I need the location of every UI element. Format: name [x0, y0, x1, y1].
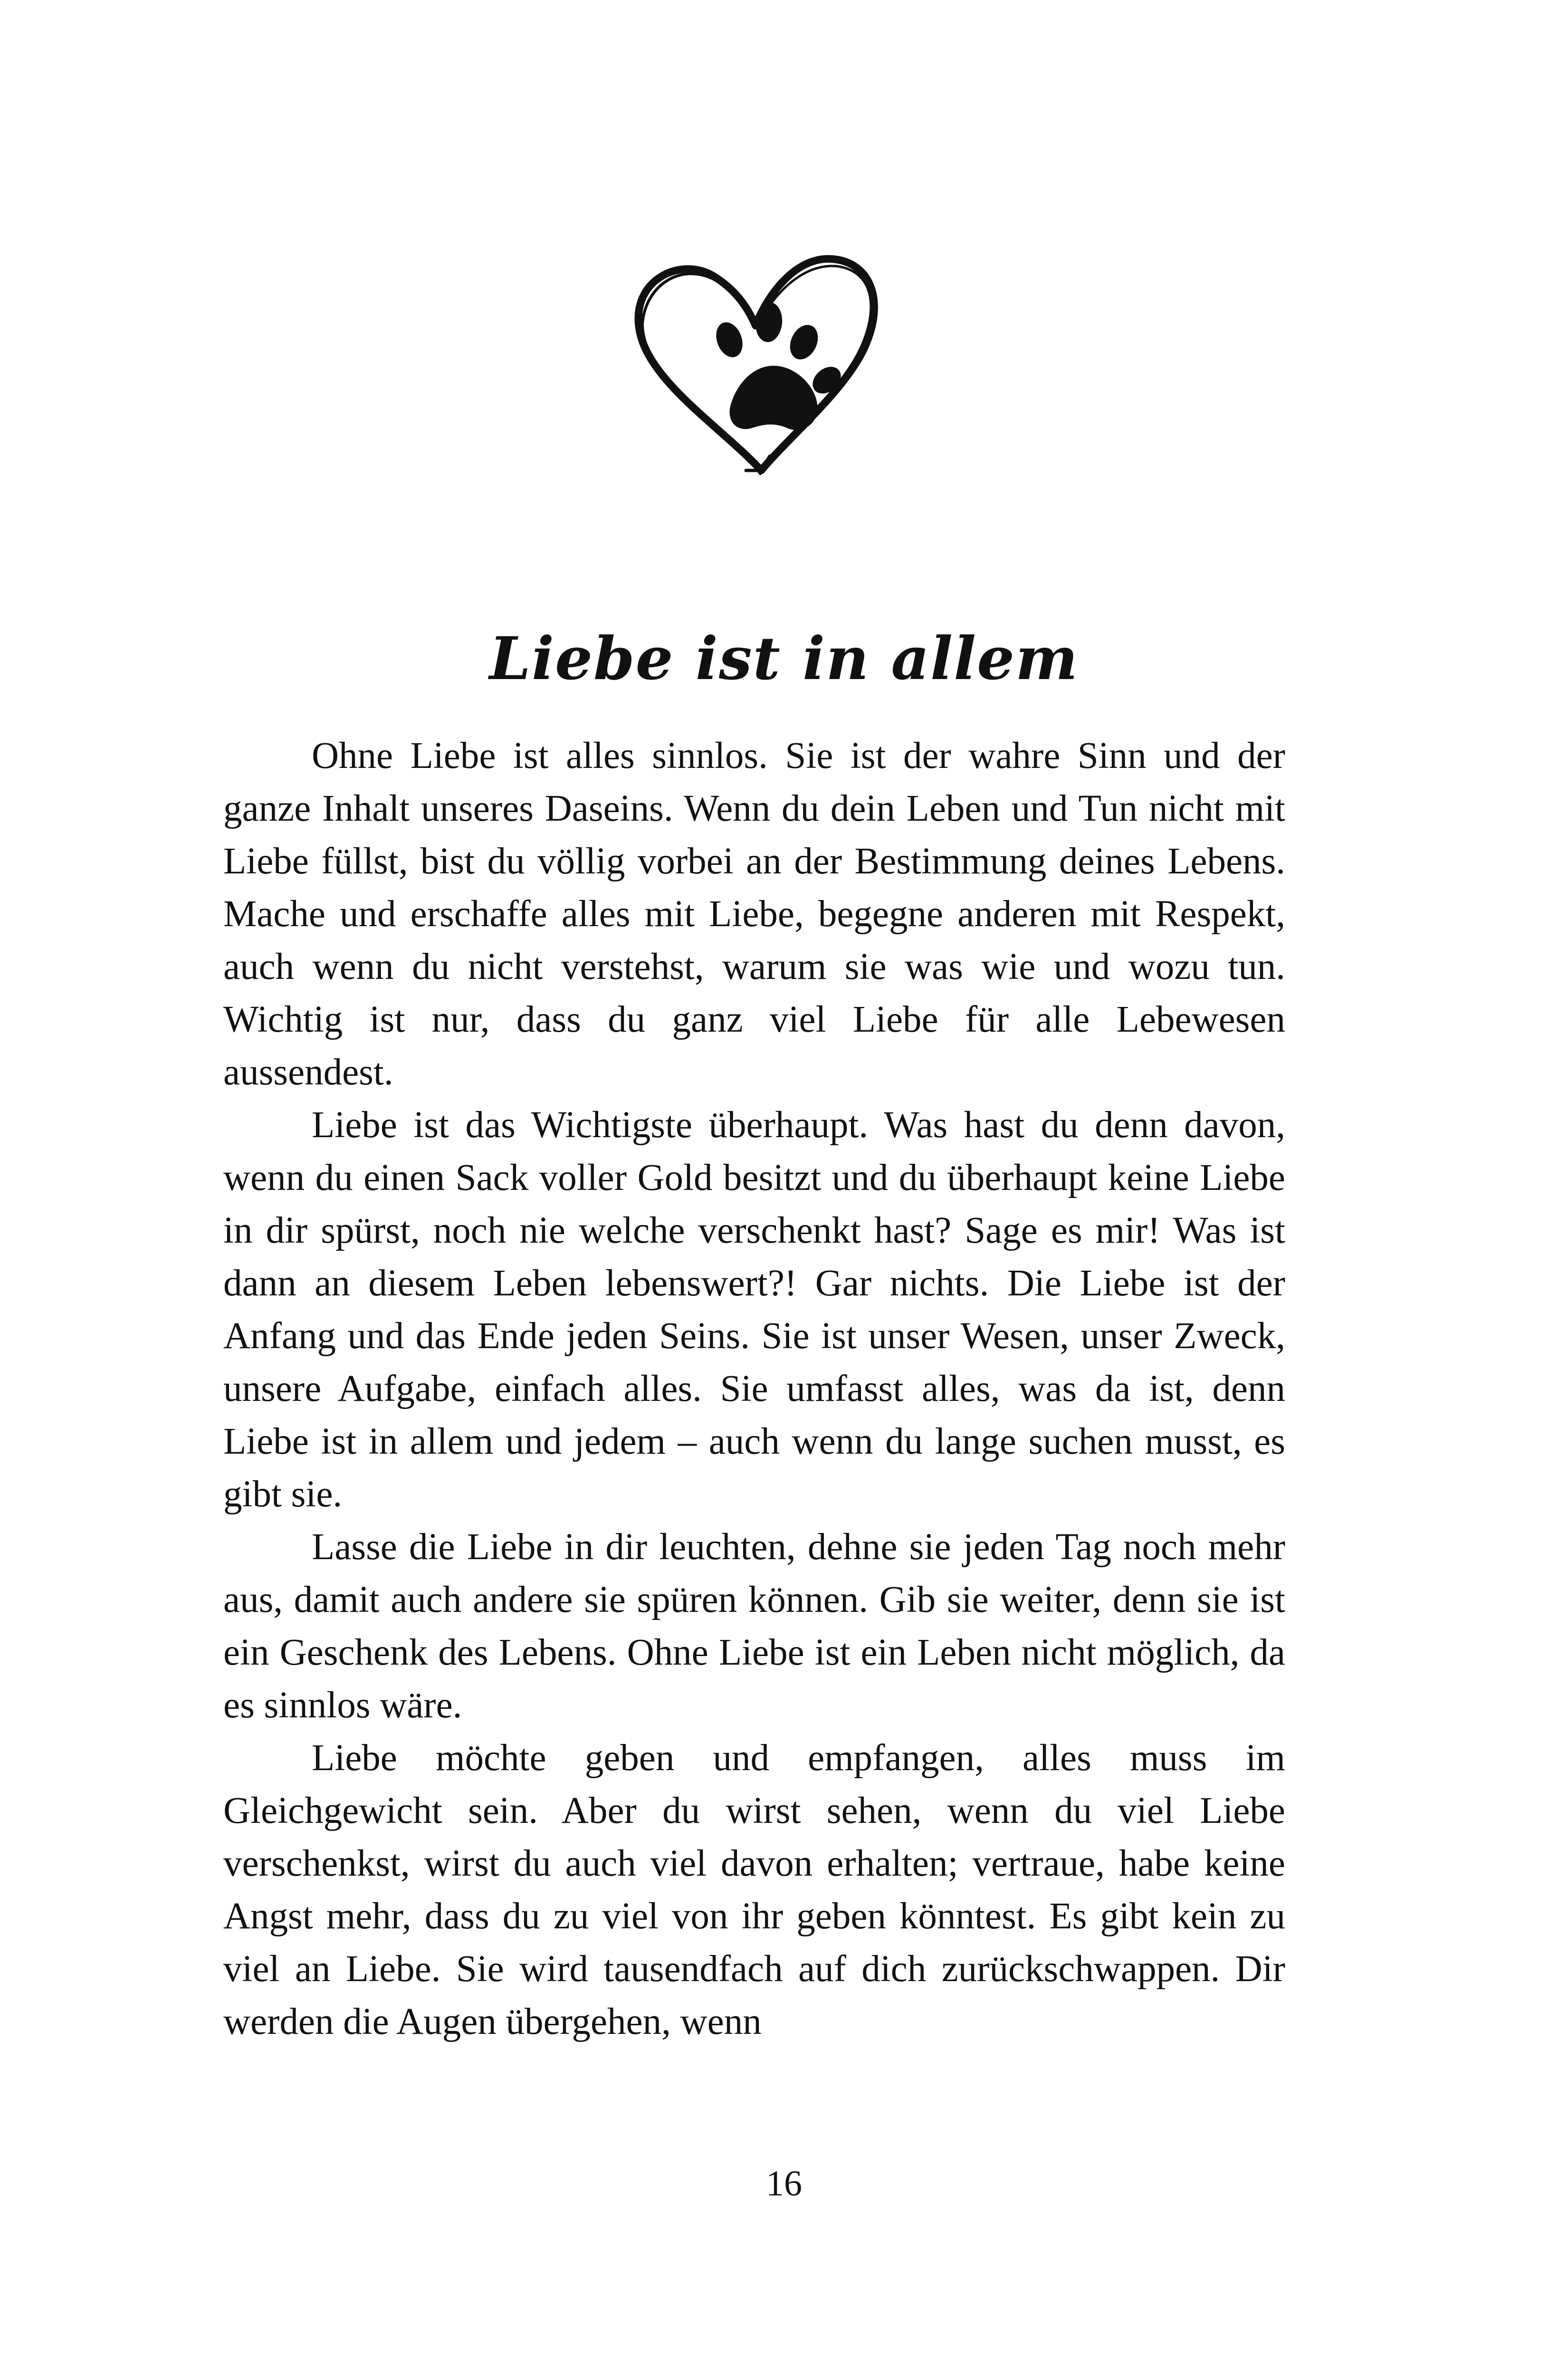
body-text — [223, 729, 1285, 2048]
page-number: 16 — [766, 2164, 802, 2204]
heart-paw-icon — [627, 247, 884, 485]
page-title: Liebe ist in allem — [489, 624, 1079, 694]
paragraph: Liebe ist das Wichtigste überhaupt. Was hast du denn davon, wenn du einen Sack voller Gold besitzt und du überhaupt keine Liebe in dir spürst, noch nie welche verschenkt hast? Sage es mir! Was ist dann an diesem Leben lebenswert?! Gar nichts. Die Liebe ist der Anfang und das Ende jeden Seins. Sie ist unser Wesen, unser Zweck, unsere Aufgabe, einfach alles. Sie umfasst alles, was da ist, denn Liebe ist in allem und jedem – auch wenn du lange suchen musst, es gibt sie. — [223, 1104, 1285, 1515]
paragraph: Ohne Liebe ist alles sinnlos. Sie ist der wahre Sinn und der ganze Inhalt unseres Daseins. Wenn du dein Leben und Tun nicht mit Liebe füllst, bist du völlig vorbei an der Bestimmung deines Lebens. Mache und erschaffe alles mit Liebe, begegne anderen mit Respekt, auch wenn du nicht verstehst, warum sie was wie und wozu tun. Wichtig ist nur, dass du ganz viel Liebe für alle Lebewesen aussendest. — [223, 735, 1285, 1093]
paragraph: Lasse die Liebe in dir leuchten, dehne sie jeden Tag noch mehr aus, damit auch andere sie spüren können. Gib sie weiter, denn sie ist ein Geschenk des Lebens. Ohne Liebe ist ein Leben nicht möglich, da es sinnlos wäre. — [223, 1526, 1285, 1726]
paragraph: Liebe möchte geben und empfangen, alles muss im Gleichgewicht sein. Aber du wirst sehen, wenn du viel Liebe verschenkst, wirst du auch viel davon erhalten; vertraue, habe keine Angst mehr, dass du zu viel von ihr geben könntest. Es gibt kein zu viel an Liebe. Sie wird tausendfach auf dich zurückschwappen. Dir werden die Augen übergehen, wenn — [223, 1737, 1285, 2042]
